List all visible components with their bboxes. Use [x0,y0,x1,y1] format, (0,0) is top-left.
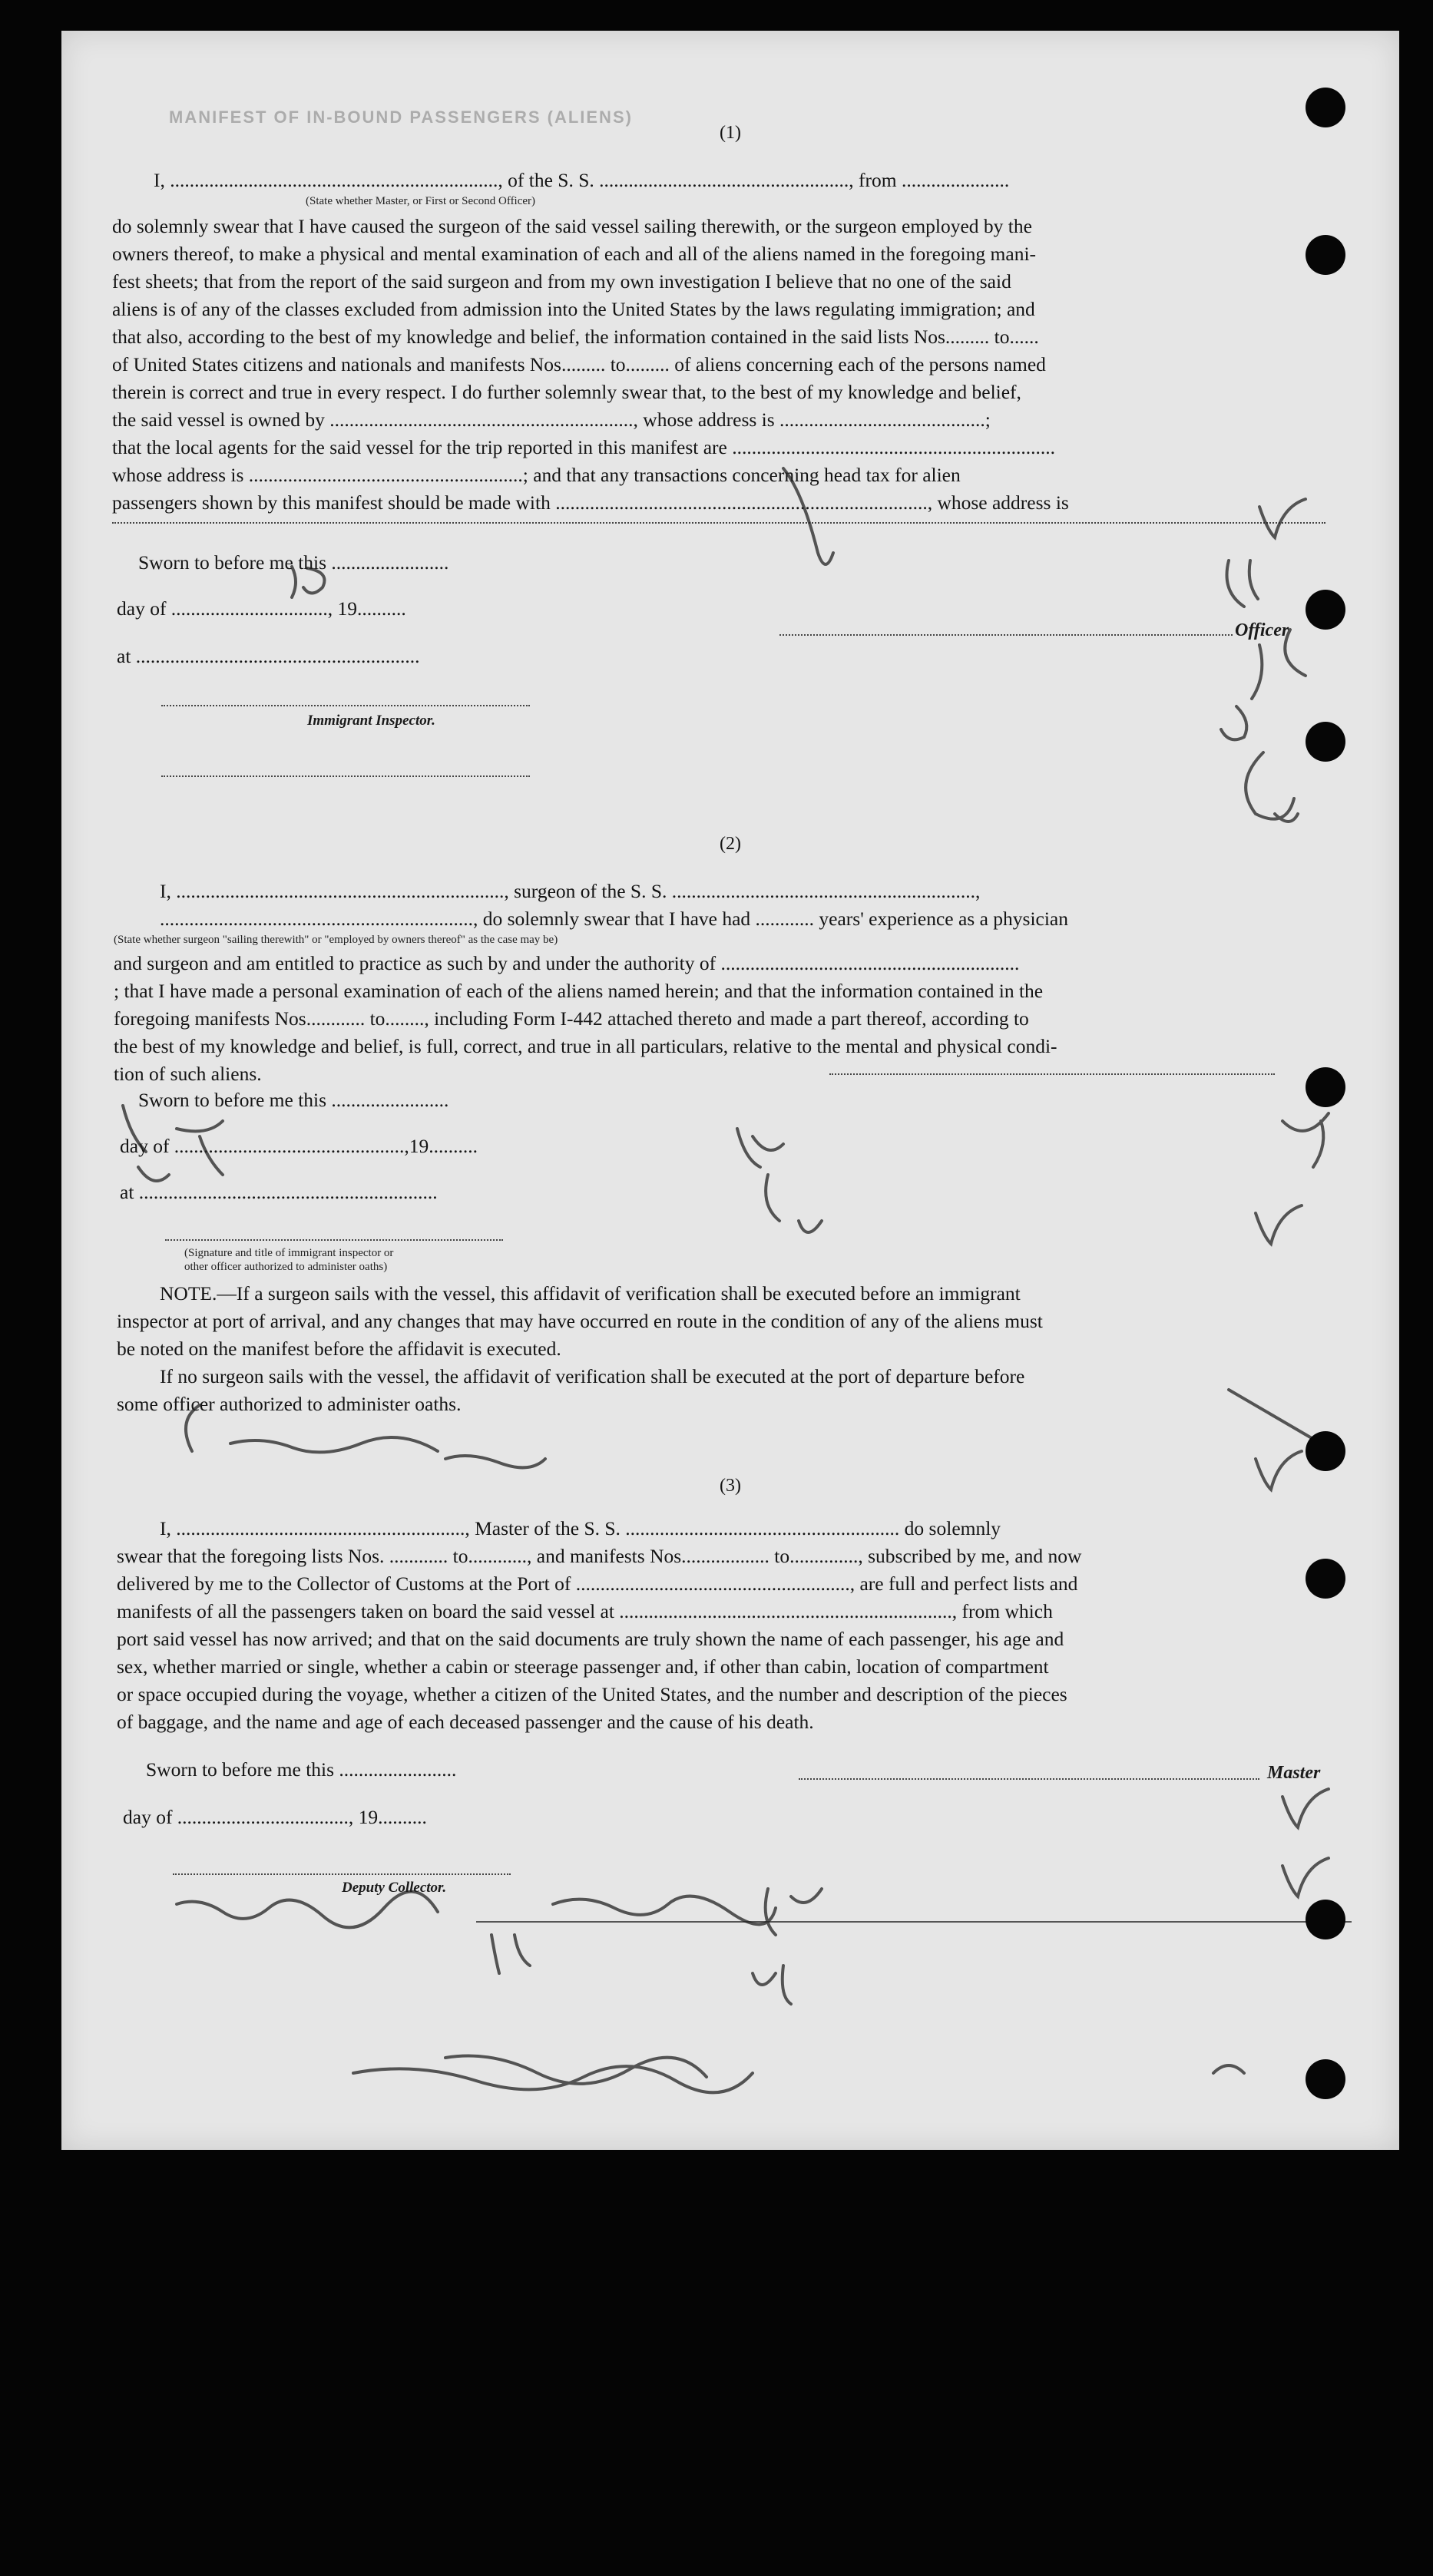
s1-line-5: aliens is of any of the classes excluded from admission into the United States by the laws regulating immigration; and [112,298,1035,320]
s1-line-6: that also, according to the best of my knowledge and belief, the information contained in the said lists Nos......... to...... [112,326,1039,348]
handwritten-marks [61,31,1399,2150]
s2-note-3: be noted on the manifest before the affidavit is executed. [117,1338,561,1360]
s3-line-4: manifests of all the passengers taken on board the said vessel at ...................................................................., from which [117,1600,1053,1622]
s1-line-2: do solemnly swear that I have caused the surgeon of the said vessel sailing therewith, or the surgeon employed by the [112,215,1032,237]
s1-at-line: at .......................................................... [117,645,420,667]
s3-sworn-line: Sworn to before me this ........................ [146,1758,457,1781]
s1-line-8: therein is correct and true in every respect. I do further solemnly swear that, to the best of my knowledge and belief, [112,381,1021,403]
s1-master-sublabel: (State whether Master, or First or Second Officer) [306,195,536,207]
s3-day-line: day of ..................................., 19.......... [123,1806,427,1828]
binder-hole-1 [1306,88,1345,127]
s2-signer-label-1: (Signature and title of immigrant inspector or [184,1247,394,1259]
bleed-through-header: MANIFEST OF IN-BOUND PASSENGERS (ALIENS) [169,107,633,127]
section-2-number: (2) [720,834,741,854]
s1-line-4: fest sheets; that from the report of the said surgeon and from my own investigation I believe that no one of the said [112,270,1011,293]
s2-line-1: I, ..................................................................., surgeon of the S. S. .............................................................., [160,880,981,902]
s2-signer-label-2: other officer authorized to administer oaths) [184,1261,388,1273]
binder-hole-2 [1306,235,1345,275]
s3-line-5: port said vessel has now arrived; and that on the said documents are truly shown the name of each passenger, his age and [117,1628,1064,1650]
s2-note-2: inspector at port of arrival, and any changes that may have occurred en route in the condition of any of the aliens must [117,1310,1043,1332]
s2-line-2: ................................................................, do solemnly swear that I have had ............ years' experience as a physician [160,908,1068,930]
s2-at-line: at ............................................................. [120,1181,438,1203]
binder-hole-9 [1306,2059,1345,2099]
s1-line-7: of United States citizens and nationals and manifests Nos......... to......... of aliens concerning each of the persons named [112,353,1046,375]
s1-line-3: owners thereof, to make a physical and mental examination of each and all of the aliens named in the foregoing mani- [112,243,1037,265]
s2-sworn-line: Sworn to before me this ........................ [138,1089,449,1111]
s3-line-2: swear that the foregoing lists Nos. ............ to............, and manifests Nos.................. to.............., subscribed by me, and now [117,1545,1082,1567]
s1-line-11: whose address is ........................................................; and that any transactions concerning head tax for alien [112,464,961,486]
s2-line-3: and surgeon and am entitled to practice as such by and under the authority of ............................................................. [114,952,1020,974]
s2-surgeon-sublabel: (State whether surgeon "sailing therewith" or "employed by owners thereof" as the case may be) [114,934,558,946]
s2-note-5: some officer authorized to administer oaths. [117,1393,462,1415]
s2-line-6: the best of my knowledge and belief, is full, correct, and true in all particulars, relative to the mental and physical condi- [114,1035,1057,1057]
binder-hole-6 [1306,1431,1345,1471]
binder-hole-3 [1306,590,1345,630]
binder-hole-7 [1306,1559,1345,1599]
s1-immigrant-inspector-label: Immigrant Inspector. [307,713,435,729]
s2-note-1: NOTE.—If a surgeon sails with the vessel, this affidavit of verification shall be executed before an immigrant [160,1282,1021,1305]
binder-hole-8 [1306,1900,1345,1939]
binder-hole-4 [1306,722,1345,762]
s1-day-line: day of ................................, 19.......... [117,597,406,620]
s3-deputy-collector-label: Deputy Collector. [342,1880,447,1896]
s3-line-3: delivered by me to the Collector of Customs at the Port of ........................................................, are full and perfect lists and [117,1572,1078,1595]
s1-sworn-line: Sworn to before me this ........................ [138,551,449,574]
s2-line-7: tion of such aliens. [114,1063,262,1085]
s3-line-1: I, ..........................................................., Master of the S. S. ........................................................ do solemnly [160,1517,1001,1539]
s1-line-10: that the local agents for the said vessel for the trip reported in this manifest are .................................................................. [112,436,1055,458]
s1-line-1: I, ..................................................................., of the S. S. ..................................................., from ...................... [154,169,1010,191]
binder-hole-5 [1306,1067,1345,1107]
s3-master-label: Master [1267,1763,1321,1783]
s1-line-12: passengers shown by this manifest should be made with ............................................................................, whose address is [112,491,1069,514]
s2-day-line: day of ...............................................,19.......... [120,1135,478,1157]
s2-note-4: If no surgeon sails with the vessel, the affidavit of verification shall be executed at the port of departure before [160,1365,1025,1387]
s3-line-8: of baggage, and the name and age of each deceased passenger and the cause of his death. [117,1711,814,1733]
s3-line-7: or space occupied during the voyage, whether a citizen of the United States, and the number and description of the pieces [117,1683,1067,1705]
s2-line-5: foregoing manifests Nos............ to........, including Form I-442 attached thereto and made a part thereof, according to [114,1007,1029,1030]
s1-line-9: the said vessel is owned by .............................................................., whose address is ..........................................; [112,408,991,431]
manifest-page [61,31,1399,2150]
s1-officer-label: Officer [1235,620,1289,640]
s3-line-6: sex, whether married or single, whether a cabin or steerage passenger and, if other than cabin, location of compartment [117,1655,1049,1678]
section-1-number: (1) [720,123,741,143]
section-3-number: (3) [720,1476,741,1496]
s2-line-4: ; that I have made a personal examination of each of the aliens named herein; and that the information contained in the [114,980,1044,1002]
